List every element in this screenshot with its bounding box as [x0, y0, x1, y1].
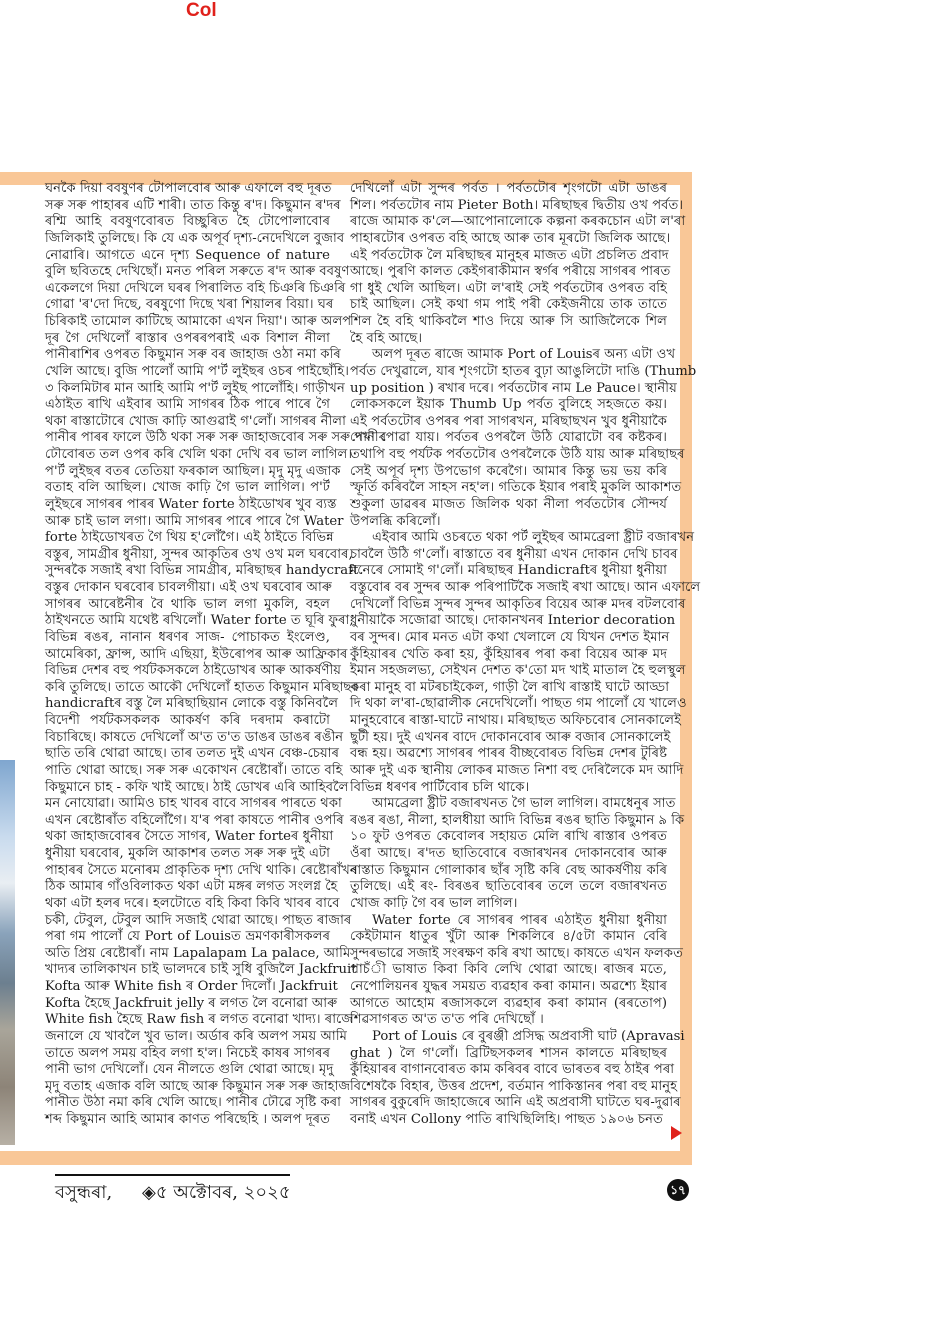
text-line: বিভিন্ন ধৰণৰ পাৰ্টিবোৰ চলি থাকে। [350, 779, 530, 795]
text-line: আগতে আহোম ৰজাসকলে ব্যৱহাৰ কৰা কামান (ৰৰতোপ) [350, 995, 667, 1011]
text-line: শুকুলা ডাৱৰৰ মাজত জিলিক থকা নীলা পৰ্বতটোৰ সৌন্দৰ্য [350, 496, 667, 512]
text-line: নোৱাৰি। আগতে এনে দৃশ্য Sequence of nature [45, 247, 330, 263]
text-line: সুন্দৰকৈ সজাই ৰখা বিভিন্ন সামগ্ৰীৰ, মৰিছাছৰ handycraft [45, 563, 359, 579]
text-line: ৰাজে আমাক ক'লে—আপোনালোকে কল্পনা কৰকচোন এটা ল'ৰা [350, 214, 686, 230]
text-line: ৩ কিলমিটাৰ মান আহি আমি প'ৰ্ট লুইছ পালোঁহি। গাড়ীখন [45, 380, 345, 396]
text-line: বতাহ বলি আছিল। খোজ কাঢ়ি গৈ ভাল লাগিল। প'ৰ্ট [45, 480, 330, 496]
text-line: তুলিছে। এই ৰং- বিৰঙৰ ছাতিবোৰৰ তলে তলে বজাৰখনত [350, 879, 667, 895]
text-line: তথাপি বহু পৰ্যটক পৰ্বতটোৰ ওপৰলৈকে উঠি যায় আৰু মৰিছাছৰ [350, 447, 685, 462]
text-line: পানী ভাগ দেখিলোঁ। যেন নীলতে গুলি থোৱা আছে। মৃদু [45, 1062, 334, 1078]
text-line: জনালে যে খাবলৈ খুব ভাল। অৰ্ডাৰ কৰি অলপ সময় আমি [45, 1028, 347, 1044]
text-line: ৰশ্মি আহি ববষুণবোৰত বিচ্ছুৰিত হৈ টোপোলাবোৰ [45, 214, 330, 230]
text-line: বস্তুবোৰ বৰ সুন্দৰ আৰু পৰিপাটিকৈ সজাই ৰখা আছে। আন এফালে [350, 580, 701, 595]
text-line: প'ৰ্ট লুইছৰ বতৰ তেতিয়া ফৰকাল আছিল। মৃদু মৃদু এজাক [45, 463, 341, 479]
text-line: পৰা গম পালোঁ যে Port of Louisত ভ্ৰমণকাৰীসকলৰ [45, 929, 330, 945]
text-line: একেলগে দিয়া দেখিলে ঘৰৰ পিৰালিত বহি চিঞৰি চিঞৰি [45, 280, 346, 296]
text-line: পানীৰ পাৰৰ ফালে উঠি থকা সৰু সৰু জাহাজবোৰ সৰু সৰু পানীৰ [45, 430, 387, 446]
text-line: ৰঙৰ ৰঙা, নীলা, হালধীয়া আদি বিভিন্ন ৰঙৰ ছাতি কিছুমান ৯ কি [350, 812, 685, 828]
text-line: ছুটী হয়। দুই এখনৰ বাদে দোকানবোৰ আৰু বজাৰ সোনকালেই [350, 729, 671, 745]
text-line: এইবাৰ আমি ওচৰতে থকা পৰ্ট লুইছৰ আমব্ৰেলা ষ্ট্ৰীট বজাৰখন [372, 530, 695, 546]
text-line: ১০ ফুট ওপৰত কেবোলৰ সহায়ত মেলি ৰাখি ৰাস্তাৰ ওপৰত [350, 829, 667, 845]
text-line: বিশেষকৈ বিহাৰ, উত্তৰ প্ৰদেশ, বৰ্তমান পাকিস্তানৰ পৰা বহু মানুহ [350, 1078, 678, 1094]
text-line: খেলি আছে। বুজি পালোঁ আমি প'ৰ্ট লুইছৰ ওচৰ পাইছোঁহি। [45, 363, 349, 379]
text-line: Water forte ৰে সাগৰৰ পাৰৰ এঠাইত ধুনীয়া ধুনীয়া [372, 912, 667, 928]
text-line: পানীত উঠা নমা কৰি খেলি আছে। পানীৰ ঢৌৱে সৃষ্টি কৰা [45, 1095, 341, 1111]
text-line: দি থকা ল'ৰা-ছোৱালীক নেদেখিলোঁ। পাছত গম পালোঁ যে খালেও [350, 696, 687, 712]
text-line: স্ফূৰ্তি কৰিবলৈ সাহস নহ'ল। গতিকে ইয়াৰ পৰাই মুকলি আকাশত [350, 480, 682, 496]
text-line: বিভিন্ন দেশৰ বহু পৰ্যটকসকলে ঠাইডোখৰ আৰু আকৰ্ষণীয় [45, 663, 342, 679]
text-line: মনেৰে সোমাই গ'লোঁ। মৰিছাছৰ Handicraftৰ ধুনীয়া ধুনীয়া [350, 563, 667, 579]
text-line: পাহাৰটোৰ ওপৰত বহি আছে আৰু তাৰ মূৰটো জিলিক আছে। [350, 230, 671, 246]
text-line: শব্দ কিছুমান আহি আমাৰ কাণত পৰিছেহি । অলপ দূৰত [45, 1112, 330, 1127]
text-line: চাবলৈ উঠি গ'লোঁ। ৰাস্তাতে বৰ ধুনীয়া এখন দোকান দেখি চাবৰ [350, 546, 678, 562]
text-line: আছে। পুৰণি কালত কেইগৰাকীমান স্বৰ্গৰ পৰীয়ে সাগৰৰ পাৰত [350, 264, 671, 280]
text-line: থকা এটা হলৰ দৰে। হলটোতে বহি কিবা কিবি খাবৰ বাবে [45, 895, 340, 911]
text-line: তাতে অলপ সময় বহিব লগা হ'ল। নিচেই কাষৰ সাগৰৰ [45, 1045, 330, 1061]
text-line: ঘনকৈ দিয়া ববষুণৰ টোপালবোৰ আৰু এফালে বহু দূৰত [45, 181, 332, 196]
text-line: খোজ কাঢ়ি গৈ বৰ ভাল লাগিল। [350, 895, 518, 911]
text-line: White fish হৈছে Raw fish ৰ লগত বনোৱা খাদ্য। ৰাজে [45, 1012, 354, 1028]
text-line: লোকসকলে ইয়াক Thumb Up পৰ্বত বুলিহে সহজতে কয়। [350, 397, 667, 413]
text-line: ওঁৰা আছে। ৰ'দত ছাতিবোৰে বজাৰখনৰ দোকানবোৰ আৰু [350, 846, 667, 861]
text-line: এই পৰ্বতটোক লৈ মৰিছাছৰ মানুহৰ মাজত এটা প্ৰচলিত প্ৰবাদ [350, 247, 669, 263]
footer [55, 1178, 291, 1209]
text-line: গোৱা 'ৰ'দো দিছে, বৰষুণো দিছে খৰা শিয়ালৰ বিয়া। ঘৰ [45, 297, 334, 313]
text-line: সাগৰৰ বুকুৰেদি জাহাজেৰে আনি এই অপ্ৰবাসী ঘাটতে ঘৰ-দুৱাৰ [350, 1095, 681, 1111]
text-line: বুলি ছবিতহে দেখিছোঁ। মনত পৰিল সৰুতে ৰ'দ আৰু ববষুণ [45, 264, 350, 280]
text-line: শিল। পৰ্বতটোৰ নাম Pieter Both। মৰিছাছৰ দ্বিতীয় ওখ পৰ্বত। [350, 197, 684, 213]
text-line: বনাই এখন Collony পাতি ৰাখিছিলিহি। পাছত ১৯০৬ চনত [350, 1112, 663, 1127]
text-line: কৰা মানুহ বা মটৰচাইকেল, গাড়ী লৈ ৰাখি ৰাস্তাই ঘাটে আড্ডা [350, 679, 670, 695]
text-line: ঢৌবোৰত তল ওপৰ কৰি খেলি থকা দেখি বৰ ভাল লাগিল। [45, 447, 353, 462]
text-line: কুঁহিয়াৰৰ খেতি কৰা হয়, কুঁহিয়াৰৰ পৰা কৰা বিয়েৰ আৰু মদ [350, 646, 667, 662]
magazine-name: বসুন্ধৰা, [55, 1182, 113, 1203]
text-line: কিছুমানে চাহ - কফি খাই আছে। ঠাই ডোখৰ এৰি আহিবলৈ [45, 779, 349, 795]
text-line: দূৰ গৈ দেখিলোঁ ৰাস্তাৰ ওপৰৰপৰাই এক বিশাল নীলা [45, 330, 330, 346]
text-line: এখন ৰেষ্টোৰাঁত বহিলোঁগৈ। য'ৰ পৰা কাষতে পানীৰ ওপৰি [45, 812, 344, 828]
text-line: কৰি তুলিছে। তাতে আকৌ দেখিলোঁ হাতত কিছুমান মৰিছাছৰ [45, 679, 359, 695]
text-line: শিৱসাগৰত অ'ত ত'ত পৰি দেখিছোঁ । [350, 1012, 544, 1028]
text-line: দেখিলোঁ বিভিন্ন সুন্দৰ সুন্দৰ আকৃতিৰ বিয়েৰ আৰু মদৰ বটলবোৰ [350, 596, 686, 612]
text-line: আৰু দুই এক স্থানীয় লোকৰ মাজত নিশা বহু দেৰিলৈকে মদ আদি [350, 762, 684, 778]
text-line: মানুহবোৰে ৰাস্তা-ঘাটে নাথায়। মৰিছাছত অফিচবোৰ সোনকালেই [350, 713, 681, 728]
text-line: বিদেশী পৰ্যটকসকলক আকৰ্ষণ কৰি দৰদাম কৰাটো [45, 713, 330, 728]
text-line: আমেৰিকা, ফ্ৰান্স, আদি এছিয়া, ইউৰোপৰ আৰু আফ্ৰিকাৰ [45, 646, 348, 662]
text-line: ৰাস্তাত কিছুমান গোলাকাৰ ছাঁৰ সৃষ্টি কৰি বেছ আকৰ্ষণীয় কৰি [350, 862, 667, 878]
text-line: চিৰিকাই তামোল কাটিছে আমাকো এখন দিয়া'। আৰু অলপ [45, 314, 352, 329]
text-line: দেখা পোৱা যায়। পৰ্বতৰ ওপৰলৈ উঠি যোৱাটো বৰ কষ্টকৰ। [350, 430, 667, 446]
text-line: চকী, টেবুল, টেবুল আদি সজাই থোৱা আছে। পাছত ৰাজাৰ [45, 912, 352, 928]
text-line: পাতি থোৱা আছে। সৰু সৰু একোখন ৰেষ্টোৰাঁ। তাতে বহি [45, 762, 343, 778]
text-line: নেপোলিয়নৰ যুদ্ধৰ সময়ত ব্যৱহাৰ কৰা কামান। অৱশ্যে ইয়াৰ [350, 979, 667, 994]
text-line: এই পৰ্বতটোৰ ওপৰৰ পৰা সাগৰখন, মৰিছাছখন খুব ধুনীয়াকৈ [350, 413, 667, 429]
text-line: পাচঁী ভাষাত কিবা কিবি লেখি থোৱা আছে। ৰাজৰ মতে, [350, 962, 667, 978]
text-line: ghat ) লৈ গ'লোঁ। ব্ৰিটিছসকলৰ শাসন কালতে মৰিছাছৰ [350, 1045, 667, 1061]
text-line: মন নোযোৱা। আমিও চাহ খাবৰ বাবে সাগৰৰ পাৰতে থকা [45, 796, 342, 812]
text-line: লুইছৰে সাগৰৰ পাৰৰ Water forte ঠাইডোখৰ খুব ব্যস্ত [45, 496, 337, 512]
text-line: বিচাৰিছে। কাষতে দেখিলোঁ অ'ত ত'ত ডাঙৰ ডাঙৰ ৰঙীন [45, 729, 344, 745]
page-number: ১৭ [667, 1179, 689, 1201]
city-photo-edge [0, 760, 15, 1145]
text-line: ঠিক আমাৰ গাঁওবিলাকত থকা এটা মঙ্গৰ লগত সংলগ্ন হৈ [45, 879, 338, 895]
text-line: উপলব্ধি কৰিলোঁ। [350, 513, 441, 529]
text-line: বন্ধ হয়। অৱশ্যে সাগৰৰ পাৰৰ বীচ্ছবোৰত বিভিন্ন দেশৰ টুৰিষ্ট [350, 746, 667, 762]
text-line: পানীৰাশিৰ ওপৰত কিছুমান সৰু বৰ জাহাজ ওঠা নমা কৰি [45, 347, 341, 363]
footer-rule [55, 1174, 290, 1176]
text-line: থকা জাহাজবোৰৰ সৈতে সাগৰ, Water forteৰ ধুনীয়া [45, 829, 334, 845]
issue-date: ◈৫ অক্টোবৰ, ২০২৫ [141, 1182, 291, 1203]
text-line: কেইটামান ধাতুৰ খুঁটা আৰু শিকলিৰে ৪/৫টা কামান বেৰি [350, 929, 667, 945]
text-line: মৃদু বতাহ এজাক বলি আছে আৰু কিছুমান সৰু সৰু জাহাজ [45, 1078, 351, 1094]
text-line: আৰু চাই ভাল লগা। আমি সাগৰৰ পাৰে পাৰে গৈ Water [45, 513, 344, 529]
text-line: Kofta আৰু White fish ৰ Order দিলোঁ। Jackfruit [45, 979, 338, 994]
continue-arrow-icon [671, 1126, 682, 1140]
text-line: ইমান সহজলভ্য, সেইখন দেশত ক'তো মদ খাই মাতাল হৈ হুলস্থুল [350, 663, 686, 679]
text-line: দেখিলোঁ এটা সুন্দৰ পৰ্বত । পৰ্বতটোৰ শৃংগটো এটা ডাঙৰ [350, 181, 667, 196]
text-line: ধুনীয়াকৈ সজোৱা আছে। দোকানখনৰ Interior decoration [350, 613, 676, 629]
text-line: handicraftৰ বস্তু লৈ মৰিছাছিয়ান লোকে বস্তু কিনিবলৈ [45, 696, 339, 712]
text-line: আমব্ৰেলা ষ্ট্ৰীট বজাৰখনত গৈ ভাল লাগিল। বামধেনুৰ সাত [372, 796, 676, 812]
text-line: ছাতি তৰি থোৱা আছে। তাৰ তলত দুই এখন বেঞ্চ-চেয়াৰ [45, 746, 340, 762]
text-line: থকা ৰাস্তাটোৰে খোজ কাঢ়ি আগুৱাই গ'লোঁ। সাগৰৰ নীলা [45, 413, 346, 429]
text-line: সৰু সৰু পাহাৰৰ এটি শাৰী। তাত কিন্তু ৰ'দ। কিছুমান ৰ'দৰ [45, 197, 341, 213]
text-line: Kofta হৈছে Jackfruit jelly ৰ লগত লৈ বনোৱা আৰু [45, 995, 338, 1011]
text-line: হৈ বহি আছে। [350, 330, 423, 346]
text-line: জিলিকাই তুলিছে। কি যে এক অপূৰ্ব দৃশ্য-নেদেখিলে বুজাব [45, 230, 345, 246]
text-line: খাদ্যৰ তালিকাখন চাই ভালদৰে চাই সুধি বুজিলৈ Jackfruit [45, 962, 357, 978]
text-line: সুন্দৰভাৱে সজাই সংৰক্ষণ কৰি ৰখা আছে। কাষতে এখন ফলকত [350, 945, 683, 961]
text-line: এঠাইত ৰাখি এইবাৰ আমি সাগৰৰ ঠিক পাৰে পাৰে গৈ [45, 397, 330, 413]
text-line: কুঁহিয়াৰৰ বাগানবোৰত কাম কৰিবৰ বাবে ভাৰতৰ বহু ঠাইৰ পৰা [350, 1062, 675, 1078]
text-line: বৰ সুন্দৰ। মোৰ মনত এটা কথা খেলালে যে যিখন দেশত ইমান [350, 629, 670, 645]
text-line: চাই আছিল। সেই কথা গম পাই পৰী কেইজনীয়ে তাক তাতে [350, 297, 667, 313]
text-line: up position ) ৰখাৰ দৰে। পৰ্বতটোৰ নাম Le Pauce। স্থানীয় [350, 380, 677, 396]
text-line: পৰ্বত দেখুৱালে, যাৰ শৃংগটো হাতৰ বুঢ়া আঙুলিটো দাঙি (Thumb [350, 363, 697, 379]
text-line: পাহাৰৰ সৈতে মনোৰম প্ৰাকৃতিক দৃশ্য দেখি থাকি। ৰেষ্টোৰাঁখন [45, 862, 358, 878]
text-line: সাগৰৰ আৰেষ্টনীৰ বৈ থাকি ভাল লগা মুকলি, বহল [45, 596, 330, 612]
header-label: Col [186, 0, 217, 21]
text-line: অলপ দূৰত ৰাজে আমাক Port of Louisৰ অন্য এটা ওখ [372, 347, 676, 363]
text-line: বস্তুৰ, সামগ্ৰীৰ ধুনীয়া, সুন্দৰ আকৃতিৰ ওখ ওখ মল ঘৰবোৰ, [45, 546, 353, 562]
text-line: বিভিন্ন ৰঙৰ, নানান ধৰণৰ সাজ- পোচাকত ইংলেণ্ড, [45, 629, 330, 645]
text-line: বস্তুৰ দোকান ঘৰবোৰ চাবলগীয়া। এই ওখ ঘৰবোৰ আৰু [45, 580, 332, 595]
text-line: ঠাইখনতে আমি যথেষ্ট ৰখিলোঁ। Water forte ত ঘূৰি ফুৰা, [45, 613, 354, 629]
text-line: forte ঠাইডোখৰত গৈ থিয় হ'লোঁগৈ। এই ঠাইতে বিভিন্ন [45, 530, 334, 546]
text-line: গা ধুই খেলি আছিল। এটা ল'ৰাই সেই পৰ্বতটোৰ ওপৰত বহি [350, 280, 667, 296]
text-line: সেই অপূৰ্ব দৃশ্য উপভোগ কৰেগৈ। আমাৰ কিন্তু ভয় ভয় কৰি [350, 463, 667, 479]
article-column-2 [350, 181, 701, 1129]
text-line: Port of Louis ৰে বুৰঞ্জী প্ৰসিদ্ধ অপ্ৰবাসী ঘাট (Apravasi [372, 1028, 685, 1044]
text-line: অতি প্ৰিয় ৰেষ্টোৰাঁ। নাম Lapalapam La palace, আমি [45, 945, 351, 961]
text-line: ধুনীয়া ঘৰবোৰ, মুকলি আকাশৰ তলত সৰু সৰু দুই এটা [45, 846, 330, 861]
text-line: শিল হৈ বহি থাকিবলৈ শাও দিয়ে আৰু সি আজিলৈকে শিল [350, 314, 667, 329]
